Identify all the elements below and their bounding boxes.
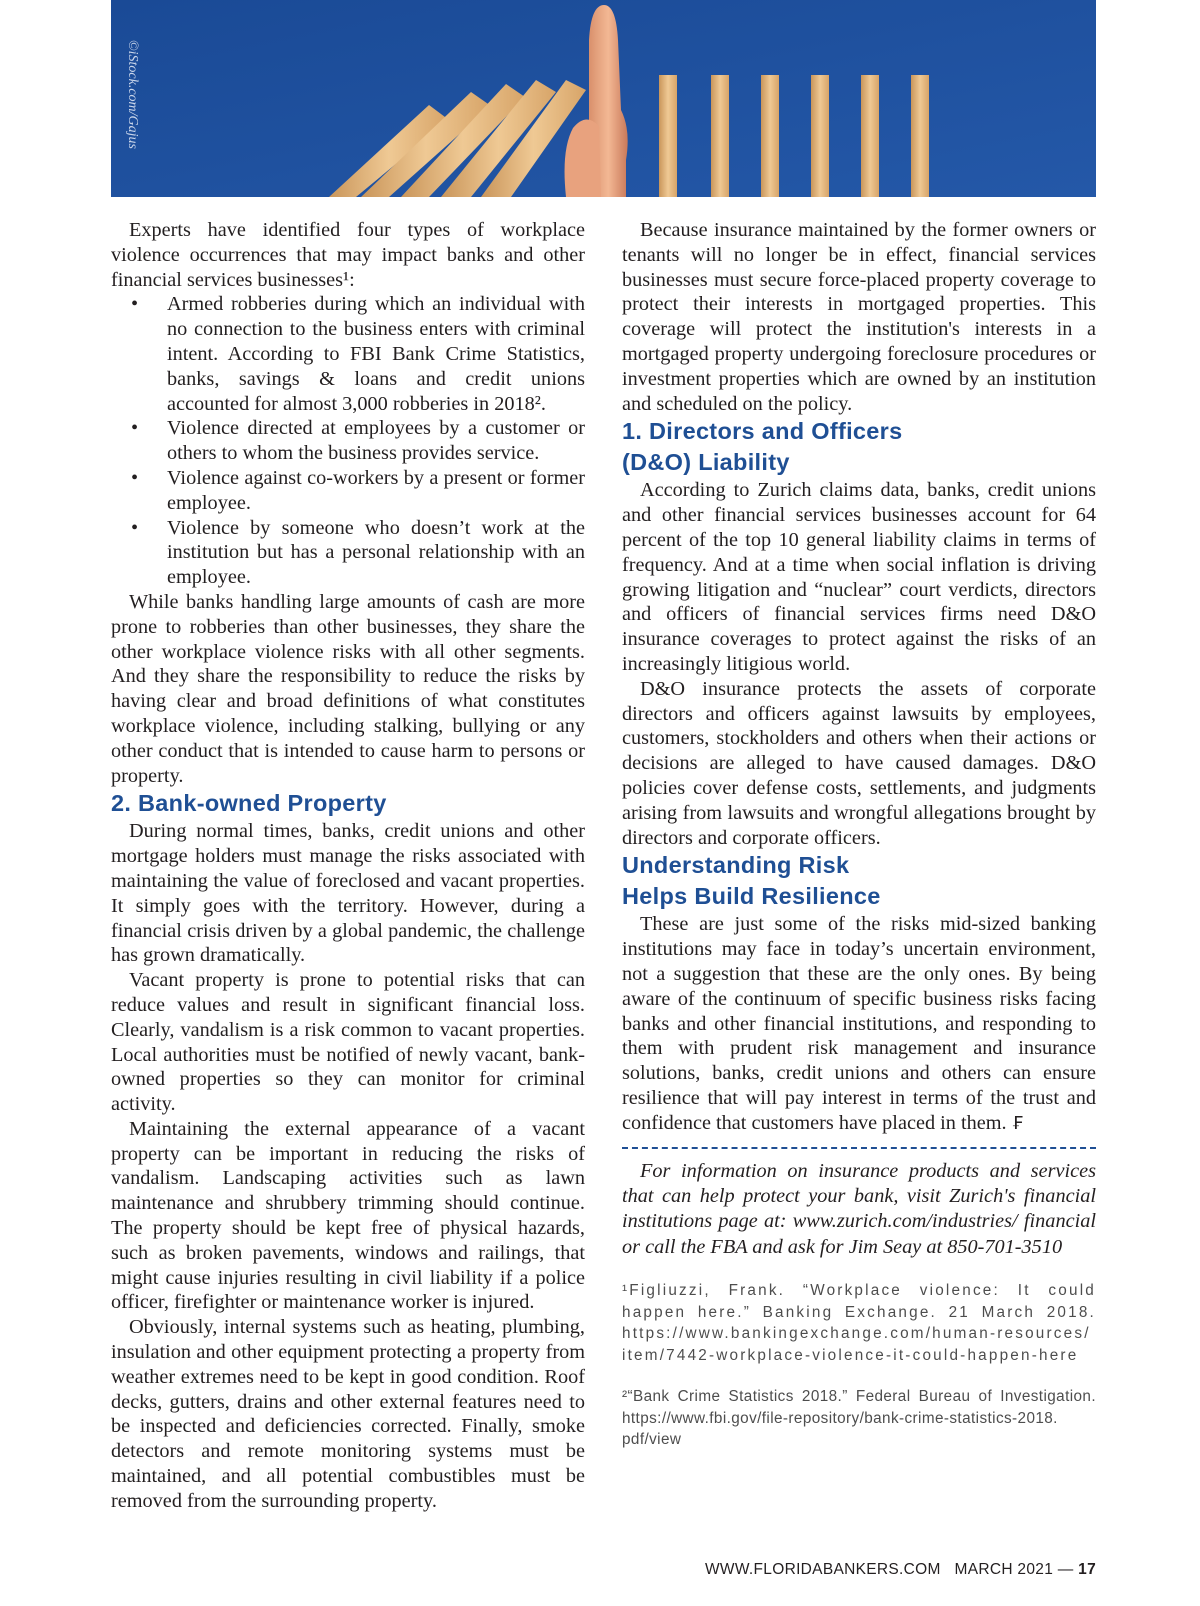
- list-item: • Violence by someone who doesn’t work at the institution but has a personal relationship with an employee.: [131, 516, 585, 589]
- violence-types-list: [111, 292, 585, 590]
- dashed-divider: [622, 1147, 1096, 1149]
- body-paragraph: Maintaining the external appearance of a vacant property can be important in reducing the risks of vandalism. Landscaping activities such as lawn maintenance and shrubbery trimming should continue. The property should be kept free of physical hazards, such as broken pavements, windows and railings, that might cause injuries resulting in civil liability if a police officer, firefighter or maintenance worker is injured.: [111, 1117, 585, 1314]
- hero-image: [111, 0, 1096, 197]
- page-number: 17: [1078, 1561, 1096, 1578]
- bullet-icon: •: [131, 293, 139, 316]
- body-paragraph: D&O insurance protects the assets of corporate directors and officers against lawsuits by employees, customers, stockholders and others when their actions or decisions are alleged to have caused damages. D&O policies cover defense costs, settlements, and judgments arising from lawsuits and wrongful allegations brought by directors and corporate officers.: [622, 677, 1096, 849]
- page-footer: [705, 1561, 1096, 1579]
- list-item: • Armed robberies during which an individual with no connection to the business enters with criminal intent. According to FBI Bank Crime Statistics, banks, savings & loans and credit unions accounted for almost 3,000 robberies in 2018².: [131, 293, 585, 415]
- body-paragraph: Obviously, internal systems such as heating, plumbing, insulation and other equipment protecting a property from weather extremes need to be kept in good condition. Roof decks, gutters, drains and other external features need to be inspected and deficiencies corrected. Finally, smoke detectors and remote monitoring systems must be maintained, and all potential combustibles must be removed from the surrounding property.: [111, 1316, 585, 1512]
- info-note: For information on insurance products and services that can help protect your bank, visit Zurich's financial institutions page at: www.zurich.com/industries/ financial or call the FBA and ask for Jim Seay at 850-701-3510: [622, 1159, 1096, 1258]
- heading-understanding-risk: Understanding Risk Helps Build Resilience: [622, 852, 881, 910]
- issue-date: MARCH 2021: [954, 1561, 1054, 1578]
- intro-paragraph: Experts have identified four types of workplace violence occurrences that may impact banks and other financial services businesses¹:: [111, 219, 585, 291]
- body-paragraph: While banks handling large amounts of cash are more prone to robberies than other businesses, they share the other workplace violence risks with all other segments. And they share the responsibility to reduce the risks by having clear and broad definitions of what constitutes workplace violence, including stalking, bullying or any other conduct that is intended to cause harm to persons or property.: [111, 590, 585, 787]
- bullet-icon: •: [131, 516, 139, 539]
- heading-directors-officers: 1. Directors and Officers (D&O) Liability: [622, 418, 903, 476]
- website: WWW.FLORIDABANKERS.COM: [705, 1561, 941, 1578]
- dominoes-illustration: [111, 0, 1096, 197]
- body-paragraph: Because insurance maintained by the former owners or tenants will no longer be in effect, financial services businesses must secure force-placed property coverage to protect their interests in mortgaged properties. This coverage will protect the institution's interests in a mortgaged property undergoing foreclosure procedures or investment properties which are owned by an institution and scheduled on the policy.: [622, 219, 1096, 415]
- body-paragraph: Vacant property is prone to potential risks that can reduce values and result in significant financial loss. Clearly, vandalism is a risk common to vacant properties. Local authorities must be notified of newly vacant, bank-owned properties so they can monitor for criminal activity.: [111, 969, 585, 1116]
- footnote-2: ²“Bank Crime Statistics 2018.” Federal Bureau of Investigation. https://www.fbi.gov/file-repository/bank-crime-statistics-2018. pdf/view: [622, 1388, 1096, 1449]
- body-paragraph: These are just some of the risks mid-sized banking institutions may face in today’s uncertain environment, not a suggestion that these are the only ones. By being aware of the continuum of specific business risks facing banks and other financial institutions, and responding to them with prudent risk management and insurance solutions, banks, credit unions and others can ensure resilience that will pay interest in terms of the trust and confidence that customers have placed in them. ₣: [622, 913, 1096, 1134]
- bullet-icon: •: [131, 417, 139, 440]
- photo-credit: ©iStock.com/Gajus: [125, 40, 140, 150]
- footer-separator: —: [1057, 1561, 1074, 1578]
- list-item: • Violence directed at employees by a customer or others to whom the business provides service.: [131, 417, 585, 465]
- heading-bank-owned-property: 2. Bank-owned Property: [111, 790, 387, 817]
- end-mark-icon: ₣: [1011, 1112, 1024, 1134]
- left-column: [111, 218, 585, 1514]
- body-paragraph: During normal times, banks, credit unions and other mortgage holders must manage the risks associated with maintaining the value of foreclosed and vacant properties. It simply goes with the territory. However, during a financial crisis driven by a global pandemic, the challenge has grown dramatically.: [111, 820, 585, 967]
- right-column: [622, 218, 1096, 1451]
- bullet-icon: •: [131, 466, 139, 489]
- list-item: • Violence against co-workers by a present or former employee.: [131, 466, 585, 514]
- body-paragraph: According to Zurich claims data, banks, credit unions and other financial services businesses account for 64 percent of the top 10 general liability claims in terms of frequency. And at a time when social inflation is driving growing litigation and “nuclear” court verdicts, directors and officers of financial services firms need D&O insurance coverages to protect against the risks of an increasingly litigious world.: [622, 479, 1096, 675]
- footnote-1: ¹Figliuzzi, Frank. “Workplace violence: It could happen here.” Banking Exchange. 21 March 2018. https://www.bankingexchange.com/human-resources/ item/7442-workplace-violence-it-could-happen-here: [622, 1282, 1096, 1364]
